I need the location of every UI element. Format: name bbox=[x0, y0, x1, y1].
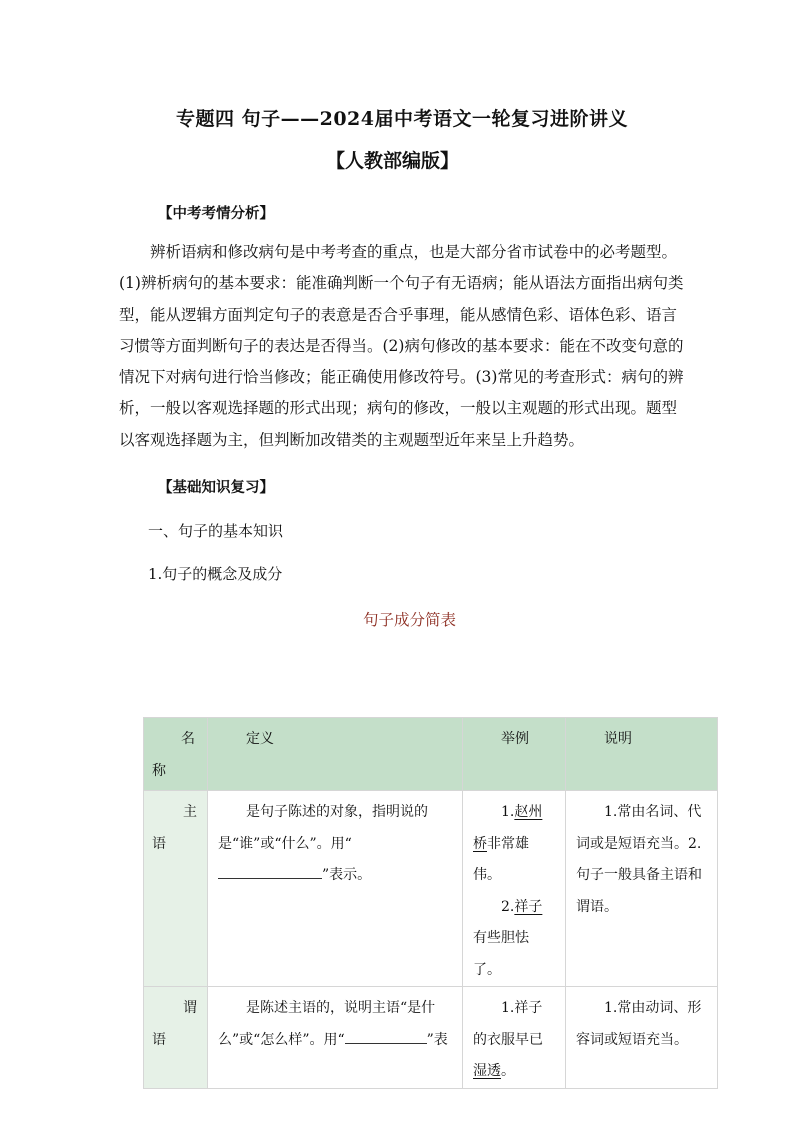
row-note-predicate: 1.常由动词、形容词或短语充当。 bbox=[566, 987, 718, 1089]
row-note-subject: 1.常由名词、代词或是短语充当。2.句子一般具备主语和谓语。 bbox=[566, 791, 718, 987]
row-definition-predicate: 是陈述主语的，说明主语“是什么”或“怎么样”。用“ ”表 bbox=[208, 987, 463, 1089]
subsection-heading: 1.句子的概念及成分 bbox=[148, 565, 283, 583]
row-example-predicate: 1.祥子的衣服早已湿透。 bbox=[463, 987, 566, 1089]
table-header-row bbox=[144, 718, 718, 791]
section-heading: 一、句子的基本知识 bbox=[148, 522, 284, 540]
analysis-paragraph: 辨析语病和修改病句是中考考查的重点，也是大部分省市试卷中的必考题型。(1)辨析病句的基本要求：能准确判断一个句子有无语病；能从语法方面指出病句类型，能从逻辑方面判定句子的表意是否合乎事理，能从感情色彩、语体色彩、语言习惯等方面判断句子的表达是否得当。(2)病句修改的基本要求：能在不改变句意的情况下对病句进行恰当修改；能正确使用修改符号。(3)常见的考查形式：病句的辨析，一般以客观选择题的形式出现；病句的修改，一般以主观题的形式出现。题型以客观选择题为主，但判断加改错类的主观题型近年来呈上升趋势。 bbox=[119, 243, 684, 449]
document-title: 专题四 句子——2024届中考语文一轮复习进阶讲义 bbox=[176, 108, 628, 130]
header-name-line1: 名 bbox=[181, 731, 195, 747]
header-definition: 定义 bbox=[208, 718, 463, 791]
table-title: 句子成分简表 bbox=[363, 611, 457, 629]
row-name-subject: 主 语 bbox=[144, 791, 208, 987]
row-definition-subject: 是句子陈述的对象，指明说的是“谁”或“什么”。用“”表示。 bbox=[208, 791, 463, 987]
sentence-components-table bbox=[143, 717, 718, 1089]
row-example-subject: 1.赵州桥非常雄伟。 2.祥子有些胆怯了。 bbox=[463, 791, 566, 987]
header-example: 举例 bbox=[463, 718, 566, 791]
review-heading: 【基础知识复习】 bbox=[158, 479, 274, 496]
header-name bbox=[144, 718, 208, 791]
header-name-line2: 称 bbox=[152, 762, 166, 779]
fill-blank bbox=[218, 864, 322, 879]
table-row bbox=[144, 791, 718, 987]
row-name-predicate: 谓 语 bbox=[144, 987, 208, 1089]
header-note: 说明 bbox=[566, 718, 718, 791]
analysis-heading: 【中考考情分析】 bbox=[158, 205, 274, 222]
fill-blank bbox=[345, 1029, 427, 1044]
table-row bbox=[144, 987, 718, 1089]
document-subtitle: 【人教部编版】 bbox=[326, 150, 460, 172]
